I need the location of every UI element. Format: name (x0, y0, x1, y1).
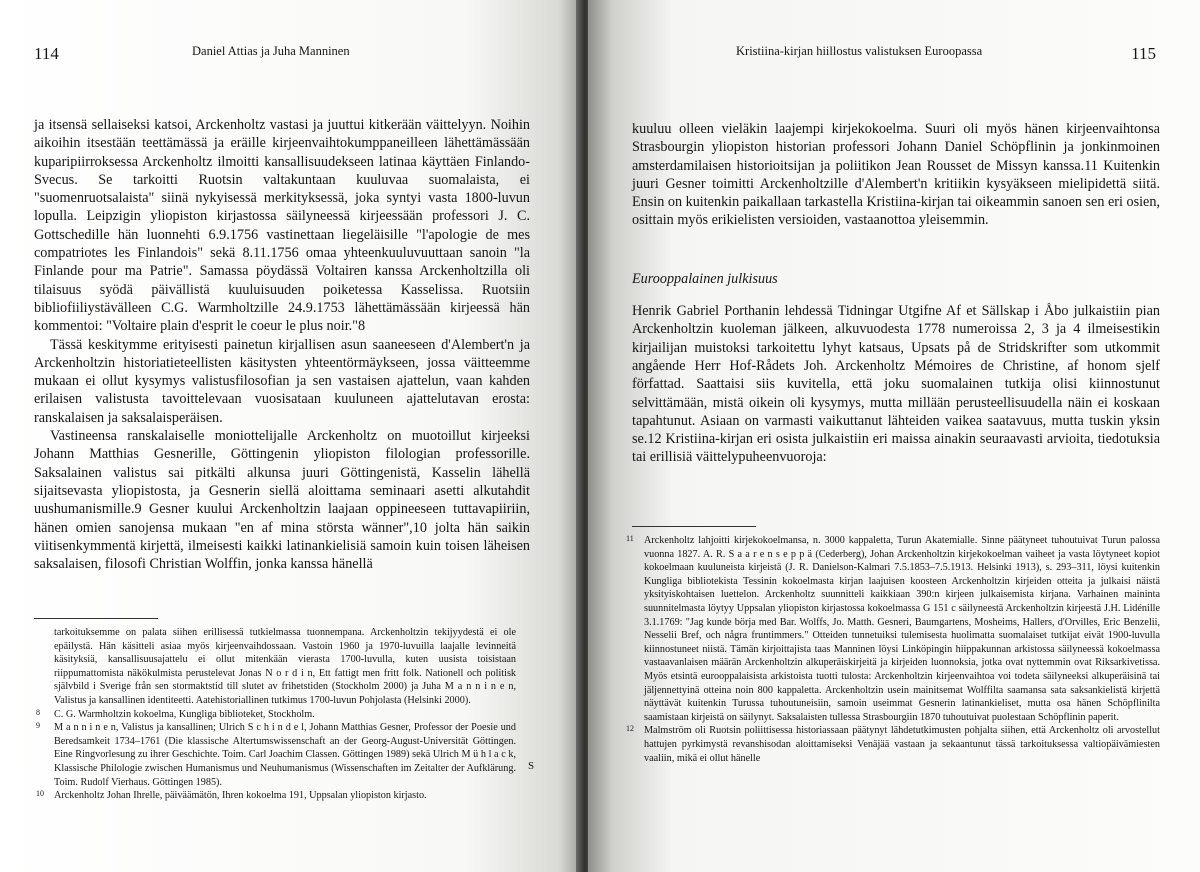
right-body-text (632, 120, 1160, 467)
paragraph: Henrik Gabriel Porthanin lehdessä Tidningar Utgifne Af et Sällskap i Åbo julkaistiin pian Arckenholtzin kuoleman jälkeen, alkuvuodesta 1778 numeroissa 2, 3 ja 4 ilmeisestikin kirjailijan muistoksi tarkoitettu lyhyt katsaus, Upsats på de Stridskrifter som utkommit angående Herr Hof-Rådets Joh. Arckenholtz Mémoires de Christine, af honom sjelf författad. Saattaisi siis kuvitella, että joku suomalainen tutkija olisi kiinnostunut selvittämään, mistä oikein oli kysymys, mutta millään perusteellisuudella näin ei koskaan tapahtunut. Asiaan on varmasti vaikuttanut lähteiden vaikea saatavuus, mutta tuskin yksin se.12 Kristiina-kirjan eri osista julkaistiin eri maissa ainakin seuraavasti arvioita, tiedotuksia tai erillisiä väittelypuheenvuoroja: (632, 303, 1160, 466)
footnote-rule (34, 618, 158, 619)
footnote (34, 789, 516, 803)
running-head-left: Daniel Attias ja Juha Manninen (192, 44, 350, 58)
paragraph: kuuluu olleen vieläkin laajempi kirjekokoelma. Suuri oli myös hänen kirjeenvaihtonsa Strasbourgin yliopiston historian professori Johann Daniel Schöpflinin ja jonkinmoinen amsterdamilaisen historioitsijan ja poliitikon Jean Rousset de Missyn kanssa.11 Kuitenkin juuri Gesner toimitti Arckenholtzille d'Alembert'n kritiikin kysyäkseen mielipidettä siitä. Ensin on kuitenkin paikallaan tarkastella Kristiina-kirjan tai oikeammin sanoen sen eri osien, osittain myös erikielisten versioiden, vastaanottoa yleisemmin. (632, 121, 1160, 229)
footnote-text: Arckenholtz lahjoitti kirjekokoelmansa, n. 3000 kappaletta, Turun Akatemialle. Sinne päätyneet tuhoutuivat Turun palossa vuonna 1827. A. R. S a a r e n s e p p ä (Cederberg), Johan Arckenholtzin kirjekokoelman vaiheet ja vasta löytyneet kopiot kokoelmaan kuuluneista kirjeistä (J. R. Danielson-Kalmari 7.5.1853–7.5.1913. Helsinki 1913), s. 293–311, löysi kuitenkin Kungliga bibliotekista Tessinin kokoelmasta kirjan laajuisen koosteen Arckenholtzin kirjeiden otteita ja julkaisi näistä yksityiskohtaisen luettelon. Arckenholtz suunnitteli kaikkiaan 390:n kirjeen julkaisemista kirjana. Varhainen maininta suunnitelmasta löytyy Uppsalan yliopiston kirjastossa kokoelmassa G 151 c säilyneestä Arckenholtzin kirjeestä J.H. Lidénille 3.1.1769: "Jag kunde börja med Bar. Wolffs, Jo. Matth. Gesneri, Baumgartens, Mosheims, Hallers, d'Orvilles, Eric Benzelii, Nesselii Bref, och några fruntimmers." Otteiden tunnetuiksi tulemisesta huolimatta suomalaiset tutkijat eivät 1900-luvulla kiinnostuneet niistä. Tämän kirjoittajista taas Manninen löysi Linköpingin hiippakunnan arkistossa säilyneessä kokoelmassa vastaavanlaisen määrän Arckenholtzin alkuperäiskirjeitä ja kirjeiden luonnoksia, jotka ovat nyttemmin ovat Riksarkivetissa. Myös etsintä eurooppalaisista arkistoista tuotti tulosta: Arckenholtzin kirjeenvaihtoa voi todeta säilyneeksi alkuperäisinä tai jäljennettyinä otteina noin 800 kappaletta. Arckenholtzin usein mainitsemat Wolffilta saamansa sata saksankielistä kirjettä näyttävät kuitenkin Turussa tuhoutuneisiin, samoin useimmat Gesnerin latinankieliset, mutta osa hänen Schöpflinilta saamistaan kirjeistä on säilynyt. Saksalaisten tullessa Strasbourgiin 1870 tuhoutuivat puolestaan Schöpflinin paperit. (644, 535, 1160, 723)
footnote-number: 12 (626, 724, 634, 734)
footnote-text: Arckenholtz Johan Ihrelle, päiväämätön, Ihren kokoelma 191, Uppsalan yliopiston kirjasto. (54, 790, 427, 802)
paragraph: ja itsensä sellaiseksi katsoi, Arckenholtz vastasi ja juuttui kitkerään väittelyyn. Noihin aikoihin itsestään teettämässä ja eräille kirjeenvaihtokumppaneilleen lähettämässään kuparipiirroksessa Arckenholtz ilmoitti kansallisuudekseen latinaa käyttäen Finlando-Svecus. Se tarkoitti Ruotsin valtakuntaan kuuluvaa suomalaista, ei "suomenruotsalaista" siinä nykyisessä merkityksessä, joka syntyi vasta 1800-luvun lopulla. Leipzigin yliopiston kirjastossa säilyneessä kirjeessään professori J. C. Gottschedille hän luonnehti 6.9.1756 vastinettaan liegeläisille "l'apologie de mes compatriotes les Finlandois" sekä 8.11.1756 omaa yhteenkuuluvuuttaan sanoin "la Finlande pour ma Patrie". Samassa pöydässä Voltairen kanssa Arckenholtzilla oli tilaisuus syödä päivällistä kuuluisuuden poiketessa Kasselissa. Ruotsiin bibliofiiliystävälleen C.G. Warmholtzille 24.9.1753 lähettämässään kirjeessä hän kommentoi: "Voltaire plain d'esprit le coeur le plus noir."8 (34, 117, 530, 335)
paragraph: Vastineensa ranskalaiselle moniottelijalle Arckenholtz on muotoillut kirjeeksi Johann Matthias Gesnerille, Göttingenin yliopiston filologian professorille. Saksalainen valistus sai pitkälti alkunsa juuri Göttingenistä, Kasselin lähellä sijaitsevasta yliopistosta, ja Gesnerin siellä aloittama seminaari asetti alkutahdit uushumanismille.9 Gesner kuului Arckenholtzin laajaan oppineeseen tuttavapiiriin, hänen omien sanojensa mukaan "en af mina största wänner",10 jolta hän saikin viitisenkymmentä kirjettä, ilmeisesti kaikki latinankielisiä samoin kuin toisen läheisen saksalaisen, filosofi Christian Wolffin, jonka kanssa hänellä (34, 428, 530, 573)
footnote-number: 11 (626, 534, 634, 543)
margin-mark: S (528, 760, 535, 772)
footnote-text: M a n n i n e n, Valistus ja kansallinen; Ulrich S c h i n d e l, Johann Matthias Gesner, Professor der Poesie und Beredsamkeit 1734–1761 (Die klassische Altertumswissenschaft an der Georg-August-Universität Göttingen. Eine Ringvorlesung zu ihrer Geschichte. Toim. Carl Joachim Classen. Göttingen 1989) sekä Ulrich M ü h l a c k, Klassische Philologie zwischen Humanismus und Neuhumanismus (Wissenschaften im Zeitalter der Aufklärung. Toim. Rudolf Vierhaus. Göttingen 1985). (54, 722, 516, 788)
footnote (624, 534, 1160, 724)
running-head-right: Kristiina-kirjan hiillostus valistuksen Euroopassa (736, 44, 983, 58)
footnote (34, 721, 516, 789)
page-number-left: 114 (34, 44, 59, 63)
footnote (624, 724, 1160, 765)
footnote-text: C. G. Warmholtzin kokoelma, Kungliga biblioteket, Stockholm. (54, 708, 315, 720)
footnote-number: 10 (36, 789, 44, 799)
footnote-continuation: tarkoituksemme on palata siihen erillisessä tutkielmassa tuonnempana. Arckenholtzin tekijyydestä ei ole epäilystä. Hän käsitteli asiaa myös kirjeenvaihdossaan. Vastoin 1960 ja 1970-luvuilla laajalle levinneitä käsityksiä, kansallisuusajattelu ei ollut mitenkään vierasta 1700-luvulla, kuten uusista toisistaan riippumattomista näkökulmista perustelevat Jonas N o r d i n, Ett fattigt men fritt folk. Nationell och politisk självbild i Sverige från sen stormaktstid till slutet av frihetstiden (Stockholm 2000) ja Juha M a n n i n e n, Valistus ja kansallinen identiteetti. Aatehistoriallinen tutkimus 1700-luvun Pohjolasta (Helsinki 2000). (54, 627, 516, 706)
left-body-text (34, 116, 530, 573)
footnote-rule (632, 526, 756, 527)
footnote (34, 708, 516, 722)
section-subheading: Eurooppalainen julkisuus (632, 270, 778, 287)
page-number-right: 115 (1131, 44, 1156, 63)
footnote-number: 9 (36, 721, 40, 731)
footnote-number: 8 (36, 707, 40, 717)
right-footnotes (624, 534, 1160, 765)
right-page (588, 0, 1200, 872)
left-page (0, 0, 582, 872)
left-footnotes (34, 626, 516, 803)
footnote-text: Malmström oli Ruotsin poliittisessa historiassaan päätynyt lähdetutkimusten pohjalta siihen, että Arckenholtz oli arvostellut hattujen pyrkimystä revanshisodan aloittamiseksi Venäjää vastaan ja sekaantunut tässä tarkoituksessa valtiopäivämiesten vaaliin, mikä ei ollut hänelle (644, 725, 1160, 764)
paragraph: Tässä keskitymme erityisesti painetun kirjallisen asun saaneeseen d'Alembert'n ja Arckenholtzin historiatieteellisten käsitysten yhteentörmäykseen, jossa väitteemme mukaan ei ollut kysymys valistusfilosofian ja sen vastaisen ajattelun, vaan kahden erilaisen valistusta tavoittelevaan vuosisataan kuuluneen ajattelutavan erosta: ranskalaisen ja saksalaisperäisen. (34, 336, 530, 426)
